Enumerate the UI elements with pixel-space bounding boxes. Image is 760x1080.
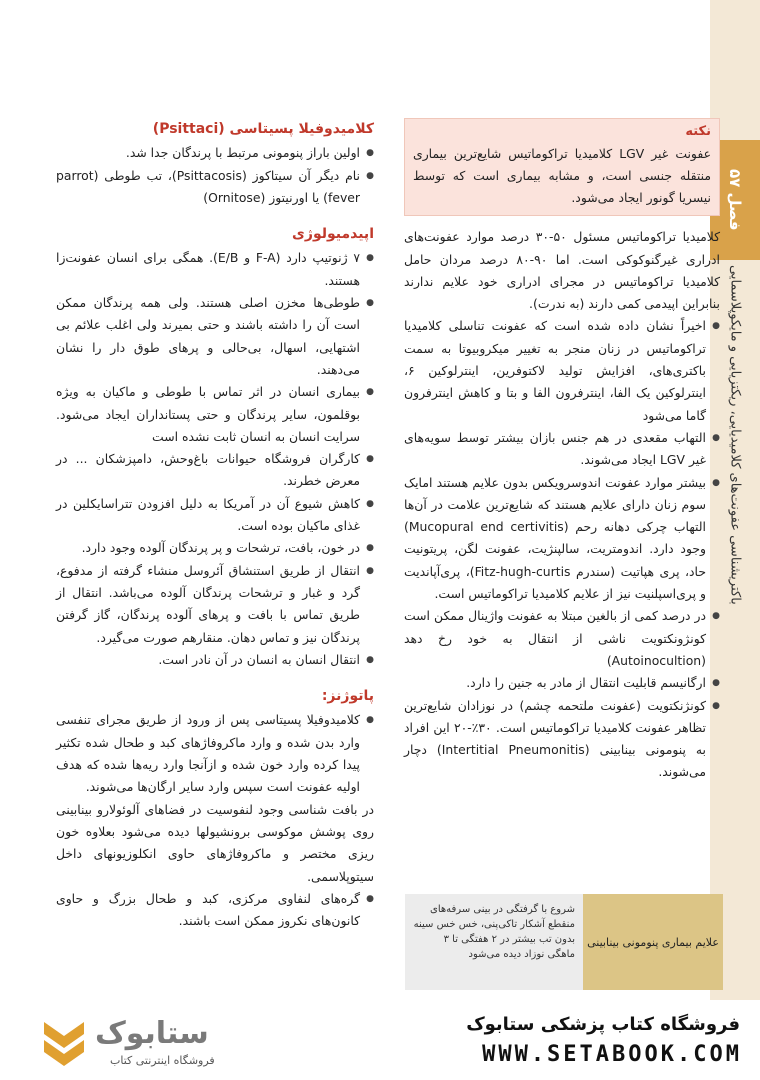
note-box: [404, 118, 720, 216]
list-item: ● در درصد کمی از بالغین مبتلا به عفونت واژینال ممکن است کونژونکتویت ناشی از انتقال به خود رخ دهد (Autoinocultion): [404, 605, 720, 672]
list-item: ● ۷ ژنوتیپ دارد (F-A و E/B). همگی برای انسان عفونت‌زا هستند.: [56, 247, 374, 292]
column-left: [404, 118, 720, 784]
list-item: ● بیشتر موارد عفونت اندوسرویکس بدون علایم هستند امایک سوم زنان دارای علایم هستند که شایع‌ترین علامت در آن‌ها التهاب چرکی دهانه رحم (Mucopural end certivitis) وجود دارد. اندومتریت، سالپنژیت، عفونت لگن، پریتونیت حاد، پری هپاتیت (سندرم Fitz-hugh-curtis)، پری‌آپاندیت و پری‌اسپلنیت نیز از علایم کلامیدیا تراکوماتیس است.: [404, 472, 720, 606]
symptoms-label: علایم بیماری پنومونی بینابینی: [583, 894, 723, 990]
note-title: نکته: [685, 124, 711, 139]
list-item plain: در بافت شناسی وجود لنفوسیت در فضاهای آلوئولارو بینابینی روی پوشش موکوسی برونشیولها دیده می‌شود بعلاوه خون ریزی مختصر و ماکروفاژهای حاوی انکلوزیونهای داخل سیتوپلاسمی.: [56, 801, 374, 884]
list-item: ● نام دیگر آن سیتاکوز (Psittacosis)، تب طوطی (parrot fever) یا اورنیتوز (Ornitose): [56, 165, 374, 210]
list-item: ● گره‌های لنفاوی مرکزی، کبد و طحال بزرگ و حاوی کانون‌های نکروز ممکن است باشند.: [56, 888, 374, 933]
store-name: فروشگاه کتاب پزشکی ستابوک: [466, 1014, 740, 1035]
logo-subtitle: فروشگاه اینترنتی کتاب: [110, 1054, 215, 1067]
psittaci-heading: کلامیدوفیلا پسیتاسی (Psittaci): [152, 121, 374, 137]
list-item: ● در خون، بافت، ترشحات و پر پرندگان آلوده وجود دارد.: [56, 537, 374, 559]
list-item: ● طوطی‌ها مخزن اصلی هستند. ولی همه پرندگان ممکن است آن را داشته باشند و حتی بمیرند ولی اغلب علائم بی اشتهایی، اسهال، بی‌حالی و پرهای طوق دار را نشان می‌دهند.: [56, 292, 374, 381]
list-item: ● بیماری انسان در اثر تماس با طوطی و ماکیان به ویژه بوقلمون، سایر پرندگان و حتی پستانداران ایجاد می‌شود. سرایت انسان به انسان ثابت نشده است: [56, 381, 374, 448]
list-item: ● اخیراً نشان داده شده است که عفونت تناسلی کلامیدیا تراکوماتیس در زنان منجر به تغییر میکروبیوتا به سمت باکتری‌های، افزایش تولید لاکتوفرین، اینترلوکین ۶، اینترلوکین یک الفا، اینترفرون الفا و بتا و کاهش اینترفرون گاما می‌شود: [404, 315, 720, 426]
note-text: عفونت غیر LGV کلامیدیا تراکوماتیس شایع‌ترین بیماری منتقله جنسی است، و مشابه بیماری است که توسط نیسریا گونور ایجاد می‌شود.: [413, 146, 711, 206]
footer-banner: [0, 1000, 760, 1080]
list-item: ● اولین باراز پنومونی مرتبط با پرندگان جدا شد.: [56, 142, 374, 164]
chapter-label: فصل ۵۷: [726, 169, 744, 231]
store-logo[interactable]: [40, 1014, 280, 1074]
list-item: ● التهاب مقعدی در هم جنس بازان بیشتر توسط سویه‌های غیر LGV ایجاد می‌شوند.: [404, 427, 720, 472]
psittaci-list: [56, 142, 374, 209]
list-item: ● کارگران فروشگاه حیوانات باغ‌وحش، دامپزشکان ... در معرض خطرند.: [56, 448, 374, 493]
store-url[interactable]: WWW.SETABOOK.COM: [482, 1042, 742, 1067]
epidemiology-list: [56, 247, 374, 671]
intro-paragraph: کلامیدیا تراکوماتیس مسئول ۵۰-۳۰ درصد موارد عفونت‌های ادراری غیرگنوکوکی است. اما ۹۰-۸۰ درصد مردان حامل کلامیدیا تراکوماتیس در مجرای ادراری خود علایم ندارند بنابراین اپیدمی کمی دارند (به ندرت).: [404, 229, 720, 312]
symptoms-table: [405, 894, 723, 990]
logo-chevron-icon: [40, 1014, 90, 1074]
epidemiology-heading: اپیدمیولوژی: [292, 226, 374, 243]
pathogenesis-heading: پاتوژنز:: [321, 688, 374, 705]
side-running-title: [718, 265, 752, 735]
left-bullet-list: [404, 315, 720, 783]
list-item: ● ارگانیسم قابلیت انتقال از مادر به جنین را دارد.: [404, 672, 720, 694]
column-right: [56, 118, 374, 932]
list-item: ● کونژنکتویت (عفونت ملتحمه چشم) در نوزادان شایع‌ترین تظاهر عفونت کلامیدیا تراکوماتیس است. ۳۰٪-۲۰ این افراد به پنومونی بینابینی (Intertitial Pneumonitis) دچار می‌شوند.: [404, 695, 720, 784]
running-title-text: باکتریشناسی عفونت‌های کلامیدیایی، ریکتزیایی و مایکوپلاسمایی: [727, 265, 743, 605]
list-item: ● انتقال از طریق استنشاق آئروسل منشاء گرفته از مدفوع، گرد و غبار و ترشحات پرندگان آلوده می‌باشد. انتقال از طریق تماس با بافت و پرهای آلوده پرندگان، گاز گرفتن پرندگان نیز و تماس دهان. منقارهم صورت می‌گیرد.: [56, 560, 374, 649]
list-item: ● کلامیدوفیلا پسیتاسی پس از ورود از طریق مجرای تنفسی وارد بدن شده و وارد ماکروفاژهای کبد و طحال شده تکثیر پیدا کرده وارد خون شده و ازآنجا وارد ریه‌ها شده که هدف اولیه عفونت است سپس وارد سایر ارگان‌ها می‌شوند.: [56, 709, 374, 798]
pathogenesis-list: [56, 709, 374, 932]
list-item: ● انتقال انسان به انسان در آن نادر است.: [56, 649, 374, 671]
symptoms-text: شروع با گرفتگی در بینی سرفه‌های منقطع آشکار تاکی‌پنی، خس خس سینه بدون تب بیشتر در ۲ هفتگی تا ۳ ماهگی نوزاد دیده می‌شود: [405, 894, 583, 990]
logo-name: ستابوک: [95, 1016, 209, 1051]
list-item: ● کاهش شیوع آن در آمریکا به دلیل افزودن تتراسایکلین در غذای ماکیان بوده است.: [56, 493, 374, 538]
